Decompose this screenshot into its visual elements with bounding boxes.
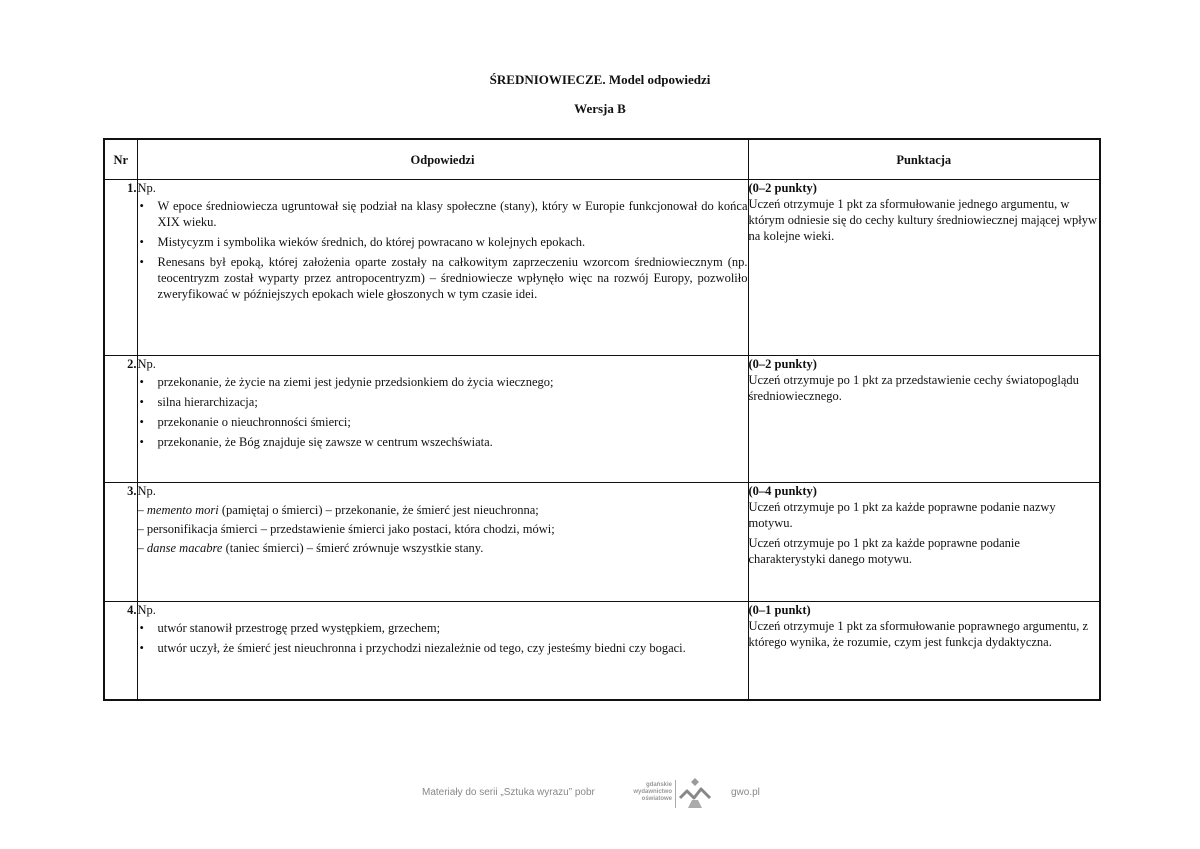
- table-row: [104, 602, 1100, 700]
- points-range: (0–1 punkt): [748, 603, 811, 617]
- answer-cell: [137, 483, 748, 602]
- latin-term: memento mori: [146, 503, 219, 517]
- gwo-logo-icon: [678, 776, 712, 810]
- logo-divider: [675, 780, 676, 808]
- example-label: Np.: [137, 484, 156, 498]
- footer-text: Materiały do serii „Sztuka wyrazu” pobr: [422, 787, 595, 798]
- dash-item: – memento mori (pamiętaj o śmierci) – przekonanie, że śmierć jest nieuchronna;: [137, 503, 539, 517]
- page-footer: [0, 768, 1200, 818]
- points-range: (0–2 punkty): [748, 181, 817, 195]
- answer-list: [138, 620, 748, 656]
- points-cell: [748, 602, 1100, 700]
- document-subtitle: Wersja B: [574, 101, 626, 116]
- example-label: Np.: [137, 357, 156, 371]
- row-number: 2.: [104, 356, 137, 483]
- logo-text-line: oświatowe: [641, 796, 672, 802]
- answer-cell: [137, 180, 748, 356]
- row-number: 3.: [104, 483, 137, 602]
- points-cell: [748, 180, 1100, 356]
- list-item: • przekonanie o nieuchronności śmierci;: [138, 414, 748, 430]
- points-description: Uczeń otrzymuje po 1 pkt za przedstawienie cechy światopoglądu średniowiecznego.: [748, 373, 1079, 403]
- footer-domain: gwo.pl: [731, 787, 760, 798]
- points-cell: [748, 483, 1100, 602]
- example-label: Np.: [137, 181, 156, 195]
- document-title: ŚREDNIOWIECZE. Model odpowiedzi: [489, 72, 711, 87]
- row-number: 1.: [104, 180, 137, 356]
- logo-text-line: wydawnictwo: [633, 789, 672, 795]
- table-row: [104, 180, 1100, 356]
- dash-item: – danse macabre (taniec śmierci) – śmierć zrównuje wszystkie stany.: [137, 541, 484, 555]
- answer-list: [138, 198, 748, 302]
- logo-text-line: gdańskie: [645, 782, 672, 788]
- list-item: • przekonanie, że Bóg znajduje się zawsze w centrum wszechświata.: [138, 434, 748, 450]
- answer-cell: [137, 602, 748, 700]
- table-row: [104, 356, 1100, 483]
- points-cell: [748, 356, 1100, 483]
- list-item: • utwór stanowił przestrogę przed występkiem, grzechem;: [138, 620, 748, 636]
- answer-cell: [137, 356, 748, 483]
- points-range: (0–2 punkty): [748, 357, 817, 371]
- column-header-points: Punktacja: [748, 139, 1100, 180]
- table-header-row: [104, 139, 1100, 180]
- list-item: • silna hierarchizacja;: [138, 394, 748, 410]
- latin-term: danse macabre: [146, 541, 223, 555]
- publisher-logo: [620, 776, 712, 812]
- table-row: [104, 483, 1100, 602]
- column-header-nr: Nr: [104, 139, 137, 180]
- example-label: Np.: [137, 603, 156, 617]
- list-item: • W epoce średniowiecza ugruntował się podział na klasy społeczne (stany), który w Europie funkcjonował do końca XIX wieku.: [138, 198, 748, 230]
- dash-item: – personifikacja śmierci – przedstawienie śmierci jako postaci, która chodzi, mówi;: [137, 522, 555, 536]
- points-description: Uczeń otrzymuje 1 pkt za sformułowanie jednego argumentu, w którym odniesie się do cechy kultury średniowiecznej mającej wpływ na kolejne wieki.: [748, 197, 1098, 243]
- points-range: (0–4 punkty): [748, 484, 817, 498]
- answers-table: [103, 138, 1101, 701]
- list-item: • utwór uczył, że śmierć jest nieuchronna i przychodzi niezależnie od tego, czy jesteśmy biedni czy bogaci.: [138, 640, 748, 656]
- list-item: • przekonanie, że życie na ziemi jest jedynie przedsionkiem do życia wiecznego;: [138, 374, 748, 390]
- list-item: • Renesans był epoką, której założenia oparte zostały na całkowitym zaprzeczeniu wzorcom średniowiecznym (np. teocentryzm został wyparty przez antropocentryzm) – średniowiecze wpłynęło więc na rozwój Europy, pozwoliło zweryfikować w późniejszych epokach wiele głoszonych w tym czasie idei.: [138, 254, 748, 302]
- points-description: Uczeń otrzymuje 1 pkt za sformułowanie poprawnego argumentu, z którego wynika, że rozumie, czym jest funkcja dydaktyczna.: [748, 619, 1089, 649]
- answer-list: [138, 374, 748, 450]
- row-number: 4.: [104, 602, 137, 700]
- column-header-answers: Odpowiedzi: [137, 139, 748, 180]
- list-item: • Mistycyzm i symbolika wieków średnich, do której powracano w kolejnych epokach.: [138, 234, 748, 250]
- points-description: Uczeń otrzymuje po 1 pkt za każde poprawne podanie nazwy motywu.: [748, 500, 1056, 530]
- points-description: Uczeń otrzymuje po 1 pkt za każde poprawne podanie charakterystyki danego motywu.: [748, 536, 1020, 566]
